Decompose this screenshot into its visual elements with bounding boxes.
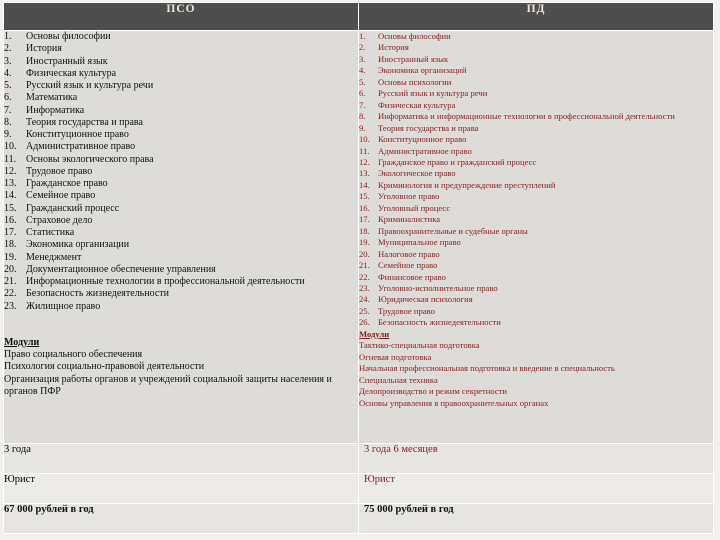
item-text: Безопасность жизнедеятельности — [378, 317, 501, 328]
pd-subject-item — [359, 249, 713, 260]
item-number: 21. — [4, 276, 17, 287]
item-text: Экологическое право — [378, 168, 456, 179]
pso-subject-item — [4, 43, 358, 55]
pso-subject-item — [4, 80, 358, 92]
item-number: 23. — [359, 282, 370, 293]
pd-subject-list — [359, 31, 713, 329]
qualification-row — [4, 474, 714, 504]
duration-pd: 3 года 6 месяцев — [359, 444, 714, 474]
item-text: Экономика организации — [26, 239, 130, 251]
pso-subject-item — [4, 178, 358, 190]
item-text: Теория государства и права — [26, 116, 143, 128]
item-text: Уголовный процесс — [378, 202, 451, 213]
item-number: 4. — [4, 67, 12, 79]
item-number: 10. — [4, 141, 17, 153]
pd-subject-item — [359, 54, 713, 65]
item-number: 25. — [359, 305, 370, 316]
item-number: 13. — [359, 168, 370, 179]
pso-subject-item — [4, 288, 358, 300]
item-number: 2. — [359, 42, 366, 53]
item-number: 23. — [4, 300, 17, 312]
item-text: Информационные технологии в профессиональной деятельности — [26, 276, 305, 287]
pd-subject-item — [359, 100, 713, 111]
item-number: 19. — [4, 251, 17, 263]
pso-subject-item — [4, 129, 358, 141]
pd-module-item: Делопроизводство и режим секретности — [359, 386, 508, 397]
item-text: Иностранный язык — [26, 55, 108, 67]
pd-subject-item — [359, 77, 713, 88]
comparison-table — [3, 2, 714, 534]
item-text: Семейное право — [378, 260, 438, 271]
pso-module-item: Право социального обеспечения — [4, 349, 143, 360]
column-header-pd: ПД — [359, 3, 714, 31]
item-number: 22. — [359, 271, 370, 282]
item-number: 1. — [359, 31, 366, 41]
pso-subject-list — [4, 31, 358, 313]
item-text: Уголовно-исполнительное право — [378, 282, 498, 293]
pso-modules-title: Модули — [4, 336, 40, 348]
item-number: 11. — [359, 145, 370, 156]
pso-subject-item — [4, 166, 358, 178]
item-text: Криминология и предупреждение преступлений — [378, 179, 556, 190]
pd-modules-title: Модули — [359, 328, 390, 339]
item-number: 24. — [359, 294, 370, 305]
item-text: Юридическая психология — [378, 294, 473, 305]
item-number: 19. — [359, 237, 370, 248]
item-text: Муниципальное право — [378, 237, 461, 248]
salary-row — [4, 504, 714, 534]
pso-module-item: Организация работы органов и учреждений социальной защиты населения и органов ПФР — [4, 373, 332, 397]
item-text: История — [378, 42, 409, 53]
pd-subject-item — [359, 203, 713, 214]
item-text: Физическая культура — [26, 67, 117, 79]
pd-subject-item — [359, 214, 713, 225]
pso-subject-item — [4, 117, 358, 129]
item-text: Менеджмент — [26, 251, 82, 263]
item-text: Математика — [26, 92, 78, 104]
item-text: Конституционное право — [26, 129, 129, 140]
pd-subject-item — [359, 294, 713, 305]
item-text: Основы философии — [26, 31, 111, 42]
item-number: 16. — [4, 214, 17, 226]
item-number: 22. — [4, 288, 17, 300]
pd-module-item: Начальная профессиональная подготовка и введение в специальность — [359, 363, 615, 374]
pso-subject-item — [4, 239, 358, 251]
item-text: Налоговое право — [378, 248, 440, 259]
item-number: 20. — [4, 263, 17, 275]
item-text: Семейное право — [26, 190, 96, 202]
item-number: 6. — [4, 92, 12, 104]
item-text: Теория государства и права — [378, 122, 479, 133]
pd-subject-item — [359, 237, 713, 248]
item-number: 1. — [4, 31, 12, 42]
item-number: 2. — [4, 43, 12, 55]
pd-module-item: Основы управления в правоохранительных органах — [359, 397, 549, 408]
item-number: 17. — [359, 214, 370, 225]
item-number: 3. — [4, 55, 12, 67]
item-number: 16. — [359, 202, 370, 213]
pd-module-item: Тактико-специальная подготовка — [359, 340, 480, 351]
item-text: Трудовое право — [26, 165, 93, 177]
salary-pd: 75 000 рублей в год — [359, 504, 714, 534]
pso-subject-item — [4, 301, 358, 313]
pd-modules-list — [359, 340, 713, 409]
item-text: Административное право — [26, 141, 136, 153]
qualification-pso: Юрист — [4, 474, 359, 504]
item-number: 14. — [359, 179, 370, 190]
salary-pso: 67 000 рублей в год — [4, 504, 359, 534]
pso-subject-item — [4, 276, 358, 288]
item-text: Конституционное право — [378, 134, 467, 145]
pso-subject-item — [4, 56, 358, 68]
pso-subject-item — [4, 215, 358, 227]
pso-subject-item — [4, 141, 358, 153]
pd-subject-item — [359, 317, 713, 328]
pd-subject-item — [359, 283, 713, 294]
item-number: 7. — [359, 99, 366, 110]
pd-subject-item — [359, 88, 713, 99]
item-number: 15. — [4, 202, 17, 214]
pd-subject-item — [359, 111, 713, 122]
header-row — [4, 3, 714, 31]
item-number: 18. — [4, 239, 17, 251]
item-text: Финансовое право — [378, 271, 446, 282]
pso-subject-item — [4, 31, 358, 43]
item-text: Уголовное право — [378, 191, 440, 202]
pso-subject-item — [4, 203, 358, 215]
item-number: 17. — [4, 227, 17, 238]
item-number: 13. — [4, 178, 17, 189]
item-text: Статистика — [26, 227, 75, 238]
item-number: 9. — [4, 129, 12, 140]
item-number: 11. — [4, 153, 17, 165]
item-number: 18. — [359, 225, 370, 236]
item-text: История — [26, 43, 62, 55]
item-text: Русский язык и культура речи — [26, 80, 154, 91]
item-text: Жилищное право — [26, 300, 101, 312]
duration-row — [4, 444, 714, 474]
item-number: 8. — [359, 111, 366, 122]
item-text: Иностранный язык — [378, 53, 449, 64]
item-number: 5. — [359, 76, 366, 87]
qualification-pd: Юрист — [359, 474, 714, 504]
pso-subject-item — [4, 154, 358, 166]
item-text: Гражданское право — [26, 178, 108, 189]
item-number: 8. — [4, 116, 12, 128]
item-text: Информатика и информационные технологии в профессиональной деятельности — [378, 111, 675, 122]
duration-pso: 3 года — [4, 444, 359, 474]
pd-subject-item — [359, 191, 713, 202]
item-number: 12. — [359, 156, 370, 167]
item-text: Основы психологии — [378, 76, 452, 87]
item-number: 4. — [359, 65, 366, 76]
pd-subject-item — [359, 168, 713, 179]
item-number: 9. — [359, 122, 366, 133]
pd-module-item: Огневая подготовка — [359, 351, 432, 362]
pso-subject-item — [4, 227, 358, 239]
item-text: Криминалистика — [378, 214, 441, 225]
item-number: 15. — [359, 191, 370, 202]
pd-subject-item — [359, 180, 713, 191]
item-number: 26. — [359, 317, 370, 328]
pso-subject-item — [4, 252, 358, 264]
pd-subject-item — [359, 146, 713, 157]
item-number: 10. — [359, 134, 370, 145]
pd-subject-item — [359, 157, 713, 168]
pd-module-item: Специальная техника — [359, 374, 438, 385]
column-header-pso: ПСО — [4, 3, 359, 31]
pd-subject-item — [359, 260, 713, 271]
pd-subjects-cell — [359, 31, 714, 444]
item-text: Экономика организаций — [378, 65, 467, 76]
item-text: Документационное обеспечение управления — [26, 263, 216, 275]
item-text: Административное право — [378, 145, 472, 156]
item-text: Правоохранительные и судебные органы — [378, 225, 528, 236]
pd-subject-item — [359, 123, 713, 134]
pso-modules-list — [4, 349, 358, 398]
item-text: Физическая культура — [378, 99, 456, 110]
item-number: 5. — [4, 80, 12, 91]
pd-subject-item — [359, 134, 713, 145]
pso-subject-item — [4, 68, 358, 80]
item-text: Основы философии — [378, 31, 451, 41]
item-number: 20. — [359, 248, 370, 259]
item-text: Безопасность жизнедеятельности — [26, 288, 170, 300]
pd-subject-item — [359, 306, 713, 317]
pso-subjects-cell — [4, 31, 359, 444]
item-text: Гражданский процесс — [26, 202, 120, 214]
item-number: 12. — [4, 165, 17, 177]
pd-subject-item — [359, 65, 713, 76]
item-number: 7. — [4, 104, 12, 116]
pd-subject-item — [359, 42, 713, 53]
item-text: Трудовое право — [378, 305, 435, 316]
item-text: Основы экологического права — [26, 153, 154, 165]
pd-subject-item — [359, 31, 713, 42]
pso-module-item: Психология социально-правовой деятельности — [4, 361, 205, 373]
item-text: Страховое дело — [26, 214, 93, 226]
subjects-row — [4, 31, 714, 444]
item-text: Информатика — [26, 104, 85, 116]
pso-subject-item — [4, 92, 358, 104]
item-number: 6. — [359, 88, 366, 99]
item-text: Русский язык и культура речи — [378, 88, 488, 99]
pso-subject-item — [4, 190, 358, 202]
item-text: Гражданское право и гражданский процесс — [378, 156, 537, 167]
pso-subject-item — [4, 264, 358, 276]
pd-subject-item — [359, 272, 713, 283]
pd-subject-item — [359, 226, 713, 237]
item-number: 21. — [359, 260, 370, 271]
item-number: 14. — [4, 190, 17, 202]
pso-subject-item — [4, 105, 358, 117]
item-number: 3. — [359, 53, 366, 64]
